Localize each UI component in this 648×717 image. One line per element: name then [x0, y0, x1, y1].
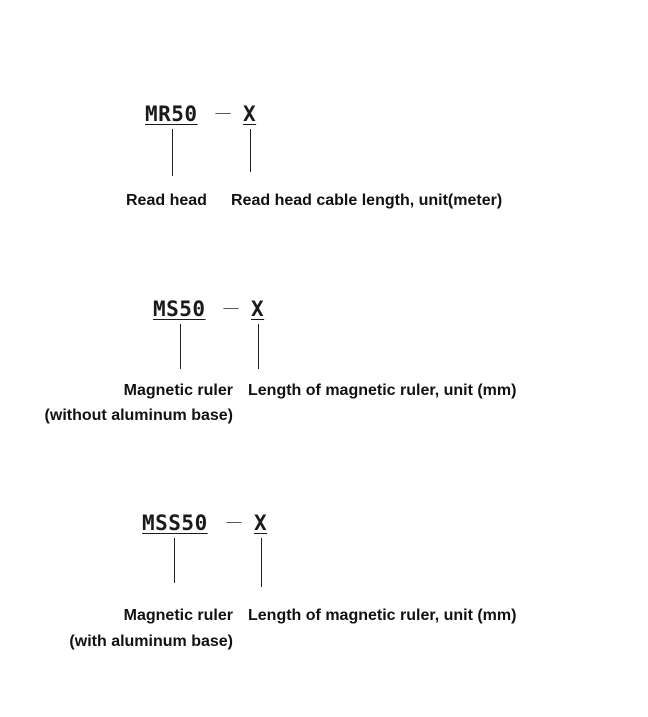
suffix-label: Read head cable length, unit(meter) — [231, 192, 503, 209]
connector-line-model — [180, 324, 181, 369]
part-label-note: (without aluminum base) — [44, 407, 233, 424]
separator-dash: － — [213, 102, 233, 126]
part-label: Magnetic ruler — [123, 607, 233, 624]
connector-line-suffix — [258, 324, 259, 369]
part-label-note: (with aluminum base) — [69, 633, 233, 650]
model-code: MSS50 — [142, 511, 208, 535]
connector-line-model — [174, 538, 175, 583]
part-label: Read head — [126, 192, 207, 209]
connector-line-model — [172, 129, 173, 176]
suffix-label: Length of magnetic ruler, unit (mm) — [248, 382, 517, 399]
connector-line-suffix — [250, 129, 251, 172]
model-code: MS50 — [153, 297, 206, 321]
suffix-code: X — [243, 102, 257, 126]
suffix-code: X — [254, 511, 268, 535]
part-label: Magnetic ruler — [123, 382, 233, 399]
suffix-label: Length of magnetic ruler, unit (mm) — [248, 607, 517, 624]
separator-dash: － — [221, 297, 241, 321]
connector-line-suffix — [261, 538, 262, 587]
model-code: MR50 — [145, 102, 198, 126]
separator-dash: － — [224, 511, 244, 535]
suffix-code: X — [251, 297, 265, 321]
